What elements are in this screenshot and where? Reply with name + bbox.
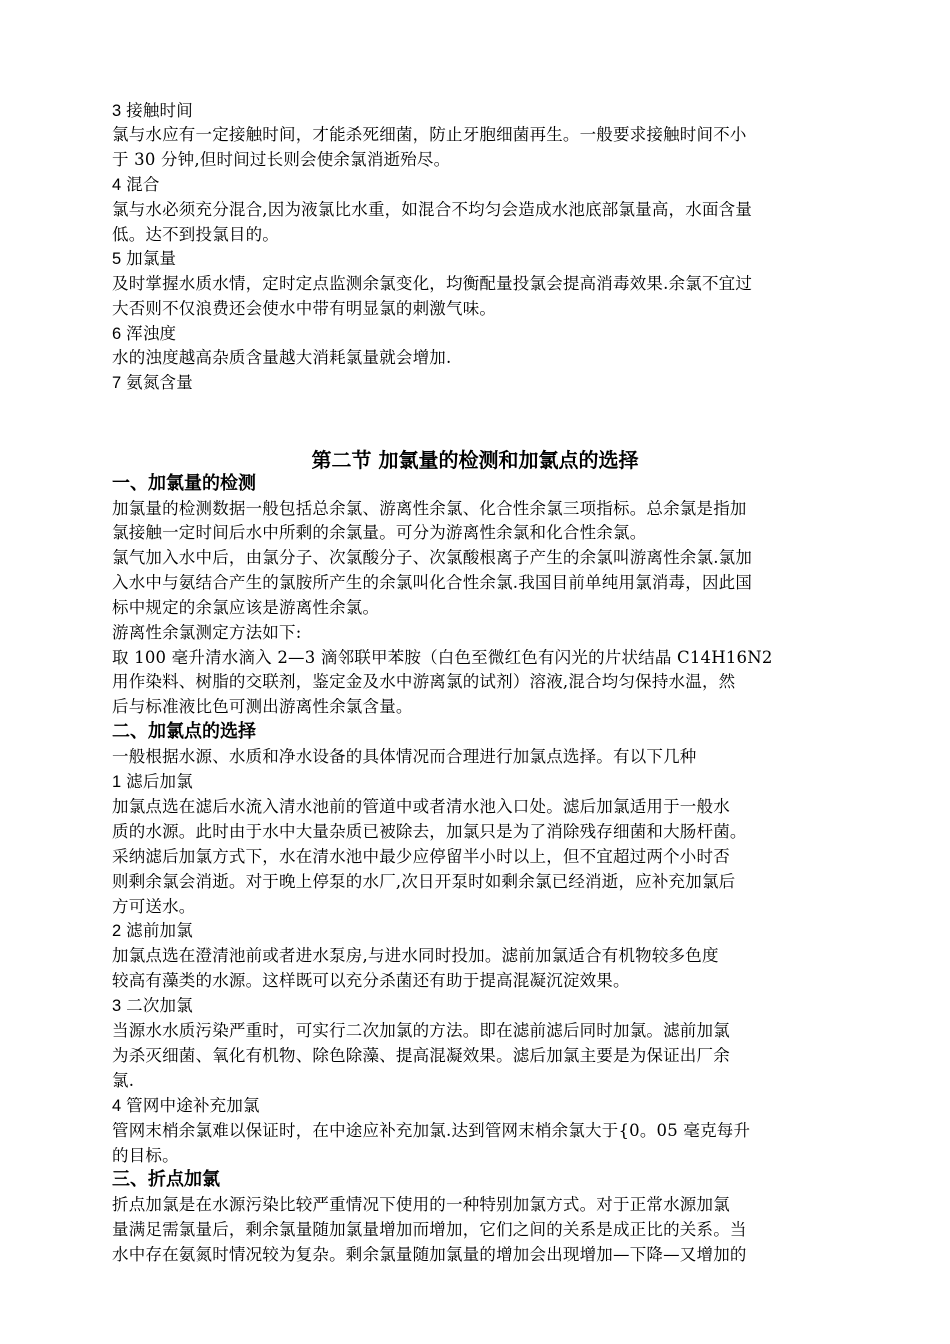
subheading-double-dosing: 3 二次加氯 — [112, 997, 193, 1015]
subheading-turbidity: 6 浑浊度 — [112, 325, 177, 343]
paragraph-line: 标中规定的余氯应该是游离性余氯。 — [112, 598, 380, 617]
paragraph-line: 取 100 毫升清水滴入 2—3 滴邻联甲苯胺（白色至微红色有闪光的片状结晶 C14H16N2 — [112, 648, 773, 667]
paragraph-line: 一般根据水源、水质和净水设备的具体情况而合理进行加氯点选择。有以下几种 — [112, 747, 697, 766]
paragraph-line: 方可送水。 — [112, 897, 196, 916]
heading-breakpoint-chlorination: 三、折点加氯 — [112, 1169, 220, 1190]
paragraph-line: 管网末梢余氯难以保证时，在中途应补充加氯.达到管网末梢余氯大于{0。05 毫克每升 — [112, 1121, 751, 1140]
paragraph-line: 则剩余氯会消逝。对于晚上停泵的水厂,次日开泵时如剩余氯已经消逝，应补充加氯后 — [112, 872, 736, 891]
paragraph-line: 质的水源。此时由于水中大量杂质已被除去，加氯只是为了消除残存细菌和大肠杆菌。 — [112, 822, 747, 841]
paragraph-line: 大否则不仅浪费还会使水中带有明显氯的刺激气味。 — [112, 299, 497, 318]
paragraph-line: 用作染料、树脂的交联剂，鉴定金及水中游离氯的试剂）溶液,混合均匀保持水温，然 — [112, 672, 736, 691]
paragraph-line: 低。达不到投氯目的。 — [112, 225, 279, 244]
paragraph-line: 折点加氯是在水源污染比较严重情况下使用的一种特别加氯方式。对于正常水源加氯 — [112, 1195, 730, 1214]
paragraph-line: 及时掌握水质水情，定时定点监测余氯变化，均衡配量投氯会提高消毒效果.余氯不宜过 — [112, 274, 753, 293]
paragraph-line: 为杀灭细菌、氧化有机物、除色除藻、提高混凝效果。滤后加氯主要是为保证出厂余 — [112, 1046, 730, 1065]
paragraph-line: 氯与水必须充分混合,因为液氯比水重，如混合不均匀会造成水池底部氯量高，水面含量 — [112, 200, 753, 219]
paragraph-line: 水中存在氨氮时情况较为复杂。剩余氯量随加氯量的增加会出现增加—下降—又增加的 — [112, 1245, 747, 1264]
paragraph-line: 于 30 分钟,但时间过长则会使余氯消逝殆尽。 — [112, 150, 451, 169]
subheading-mixing: 4 混合 — [112, 176, 160, 194]
section-title: 第二节 加氯量的检测和加氯点的选择 — [311, 448, 639, 472]
paragraph-line: 入水中与氨结合产生的氯胺所产生的余氯叫化合性余氯.我国目前单纯用氯消毒，因此国 — [112, 573, 753, 592]
paragraph-line: 后与标准液比色可测出游离性余氯含量。 — [112, 697, 413, 716]
paragraph-line: 加氯点选在澄清池前或者进水泵房,与进水同时投加。滤前加氯适合有机物较多色度 — [112, 946, 719, 965]
subheading-network-dosing: 4 管网中途补充加氯 — [112, 1097, 260, 1115]
paragraph-line: 氯与水应有一定接触时间，才能杀死细菌，防止牙胞细菌再生。一般要求接触时间不小 — [112, 125, 747, 144]
paragraph-line: 的目标。 — [112, 1146, 179, 1165]
paragraph-line: 当源水水质污染严重时，可实行二次加氯的方法。即在滤前滤后同时加氯。滤前加氯 — [112, 1021, 730, 1040]
paragraph-line: 氯气加入水中后，由氯分子、次氯酸分子、次氯酸根离子产生的余氯叫游离性余氯.氯加 — [112, 548, 753, 567]
paragraph-line: 采纳滤后加氯方式下，水在清水池中最少应停留半小时以上，但不宜超过两个小时否 — [112, 847, 730, 866]
paragraph-line: 氯. — [112, 1071, 135, 1090]
paragraph-line: 较高有藻类的水源。这样既可以充分杀菌还有助于提高混凝沉淀效果。 — [112, 971, 630, 990]
subheading-ammonia-nitrogen: 7 氨氮含量 — [112, 374, 193, 392]
subheading-post-filter: 1 滤后加氯 — [112, 773, 193, 791]
subheading-pre-filter: 2 滤前加氯 — [112, 922, 193, 940]
paragraph-line: 氯接触一定时间后水中所剩的余氯量。可分为游离性余氯和化合性余氯。 — [112, 523, 647, 542]
paragraph-line: 水的浊度越高杂质含量越大消耗氯量就会增加. — [112, 348, 452, 367]
paragraph-line: 加氯量的检测数据一般包括总余氯、游离性余氯、化合性余氯三项指标。总余氯是指加 — [112, 499, 747, 518]
paragraph-line: 游离性余氯测定方法如下: — [112, 623, 302, 642]
heading-chlorine-detection: 一、加氯量的检测 — [112, 473, 256, 494]
subheading-contact-time: 3 接触时间 — [112, 102, 193, 120]
heading-dosing-point: 二、加氯点的选择 — [112, 721, 256, 742]
paragraph-line: 量满足需氯量后，剩余氯量随加氯量增加而增加，它们之间的关系是成正比的关系。当 — [112, 1220, 747, 1239]
paragraph-line: 加氯点选在滤后水流入清水池前的管道中或者清水池入口处。滤后加氯适用于一般水 — [112, 797, 730, 816]
subheading-chlorine-dose: 5 加氯量 — [112, 250, 177, 268]
